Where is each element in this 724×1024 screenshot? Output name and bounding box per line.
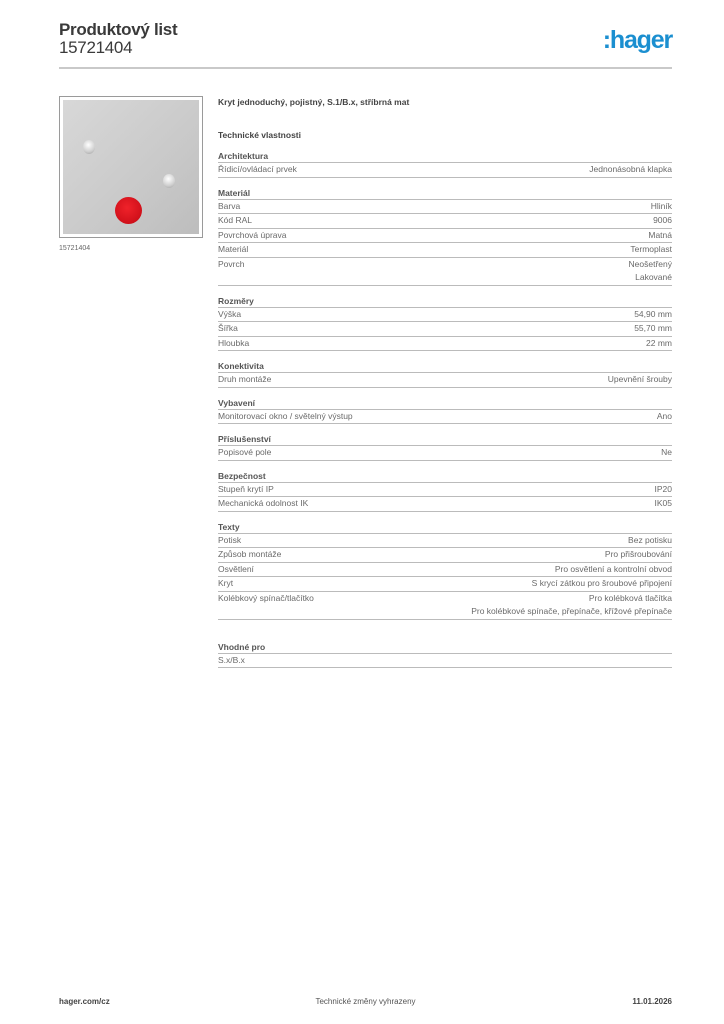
hager-logo: :hager	[602, 26, 672, 54]
spec-label: S.x/B.x	[218, 654, 245, 665]
spec-value-line: Termoplast	[630, 244, 672, 254]
spec-value-line: IP20	[654, 483, 672, 494]
page-title: Produktový list	[59, 20, 178, 39]
spec-row	[218, 200, 672, 215]
spec-section	[218, 641, 672, 669]
spec-value-line: Ano	[656, 410, 672, 421]
spec-label: Kolébkový spínač/tlačítko	[218, 592, 314, 603]
spec-row	[218, 548, 672, 563]
spec-row	[218, 258, 672, 286]
cover-plate	[63, 100, 199, 234]
section-heading: Texty	[218, 521, 672, 534]
spec-row	[218, 483, 672, 498]
spec-label: Kryt	[218, 578, 234, 588]
spec-value-line: Ne	[661, 447, 672, 457]
section-heading: Architektura	[218, 150, 672, 163]
spec-row	[218, 308, 672, 323]
spec-row	[218, 563, 672, 578]
spec-row	[218, 337, 672, 352]
spec-row	[218, 446, 672, 461]
header-divider	[59, 67, 672, 69]
spec-label: Výška	[218, 308, 242, 319]
spec-value-line: Jednonásobná klapka	[589, 164, 672, 174]
spec-label: Způsob montáže	[218, 549, 282, 559]
spec-value	[471, 592, 672, 619]
section-heading: Materiál	[218, 187, 672, 200]
spec-value	[655, 497, 673, 511]
product-image	[59, 96, 203, 238]
spec-label: Povrchová úprava	[218, 229, 287, 240]
spec-value	[630, 243, 672, 257]
spec-section	[218, 397, 672, 425]
spec-sections	[218, 150, 672, 668]
section-heading: Vhodné pro	[218, 641, 672, 654]
spec-value-line: Lakované	[635, 272, 672, 282]
spec-section	[218, 470, 672, 512]
spec-value	[653, 214, 672, 228]
spec-value	[655, 483, 673, 497]
spec-value-line: Pro osvětlení a kontrolní obvod	[554, 563, 672, 574]
spec-label: Řídicí/ovládací prvek	[218, 164, 297, 174]
spec-row	[218, 410, 672, 425]
spec-value-line: 22 mm	[646, 337, 672, 348]
spec-label: Hloubka	[218, 337, 250, 348]
spec-row	[218, 497, 672, 512]
spec-section	[218, 433, 672, 461]
spec-label: Mechanická odolnost IK	[218, 498, 309, 508]
spec-value	[657, 410, 672, 424]
spec-value	[532, 577, 672, 591]
spec-row	[218, 592, 672, 620]
spec-row	[218, 373, 672, 388]
spec-label: Stupeň krytí IP	[218, 483, 274, 494]
spec-value	[648, 229, 672, 243]
spec-value	[651, 200, 672, 214]
section-heading: Příslušenství	[218, 433, 672, 446]
spec-row	[218, 654, 672, 669]
screw-cap	[163, 174, 175, 188]
spec-value	[608, 373, 672, 387]
spec-label: Osvětlení	[218, 563, 254, 574]
spec-value-line: Bez potisku	[628, 534, 672, 545]
spec-value-line: IK05	[654, 498, 672, 508]
spec-value-line: Pro přišroubování	[604, 549, 672, 559]
spec-row	[218, 534, 672, 549]
red-indicator-window	[115, 197, 142, 224]
screw-cap	[83, 140, 95, 154]
spec-label: Šířka	[218, 323, 238, 333]
spec-value-line: Pro kolébkové spínače, přepínače, křížové přepínače	[471, 606, 672, 616]
image-caption: 15721404	[59, 245, 91, 252]
spec-section	[218, 150, 672, 178]
spec-label: Povrch	[218, 258, 245, 269]
spec-value	[629, 258, 672, 285]
spec-value	[646, 337, 672, 351]
spec-value	[634, 322, 672, 336]
spec-label: Barva	[218, 200, 241, 211]
spec-label: Monitorovací okno / světelný výstup	[218, 410, 353, 421]
spec-section	[218, 295, 672, 352]
product-name: Kryt jednoduchý, pojistný, S.1/B.x, stříbrná mat	[218, 97, 410, 107]
spec-label: Materiál	[218, 244, 249, 254]
spec-label: Popisové pole	[218, 447, 272, 457]
footer-notice: Technické změny vyhrazeny	[315, 997, 416, 1006]
section-heading: Konektivita	[218, 360, 672, 373]
spec-row	[218, 577, 672, 592]
section-heading: Rozměry	[218, 295, 672, 308]
spec-value	[628, 534, 672, 548]
spec-value	[634, 308, 672, 322]
spec-value-line: Upevnění šrouby	[607, 374, 672, 384]
spec-row	[218, 214, 672, 229]
spec-value-line: 54,90 mm	[634, 308, 672, 319]
spec-value	[555, 563, 672, 577]
spec-row	[218, 243, 672, 258]
footer-website[interactable]: hager.com/cz	[59, 997, 110, 1006]
spec-row	[218, 322, 672, 337]
spec-label: Kód RAL	[218, 215, 253, 225]
spec-content	[218, 96, 672, 668]
spec-value-line: Neošetřený	[628, 258, 672, 269]
spec-value-line: Matná	[648, 229, 672, 240]
section-heading: Bezpečnost	[218, 470, 672, 483]
spec-value-line: 9006	[653, 215, 672, 225]
spec-section	[218, 187, 672, 286]
spec-value-line: S krycí zátkou pro šroubové připojení	[531, 578, 672, 588]
spec-value-line: Pro kolébková tlačítka	[588, 592, 672, 603]
spec-value	[589, 163, 672, 177]
spec-label: Druh montáže	[218, 374, 272, 384]
spec-section	[218, 360, 672, 388]
footer-date: 11.01.2026	[632, 997, 672, 1006]
technical-properties-title: Technické vlastnosti	[218, 130, 301, 140]
section-heading: Vybavení	[218, 397, 672, 410]
spec-value-line: Hliník	[650, 200, 672, 211]
spec-value	[661, 446, 672, 460]
spec-label: Potisk	[218, 534, 242, 545]
spec-value-line: 55,70 mm	[634, 323, 672, 333]
spec-row	[218, 229, 672, 244]
spec-section	[218, 521, 672, 620]
spec-row	[218, 163, 672, 178]
spec-value	[605, 548, 672, 562]
document-number: 15721404	[59, 38, 133, 57]
